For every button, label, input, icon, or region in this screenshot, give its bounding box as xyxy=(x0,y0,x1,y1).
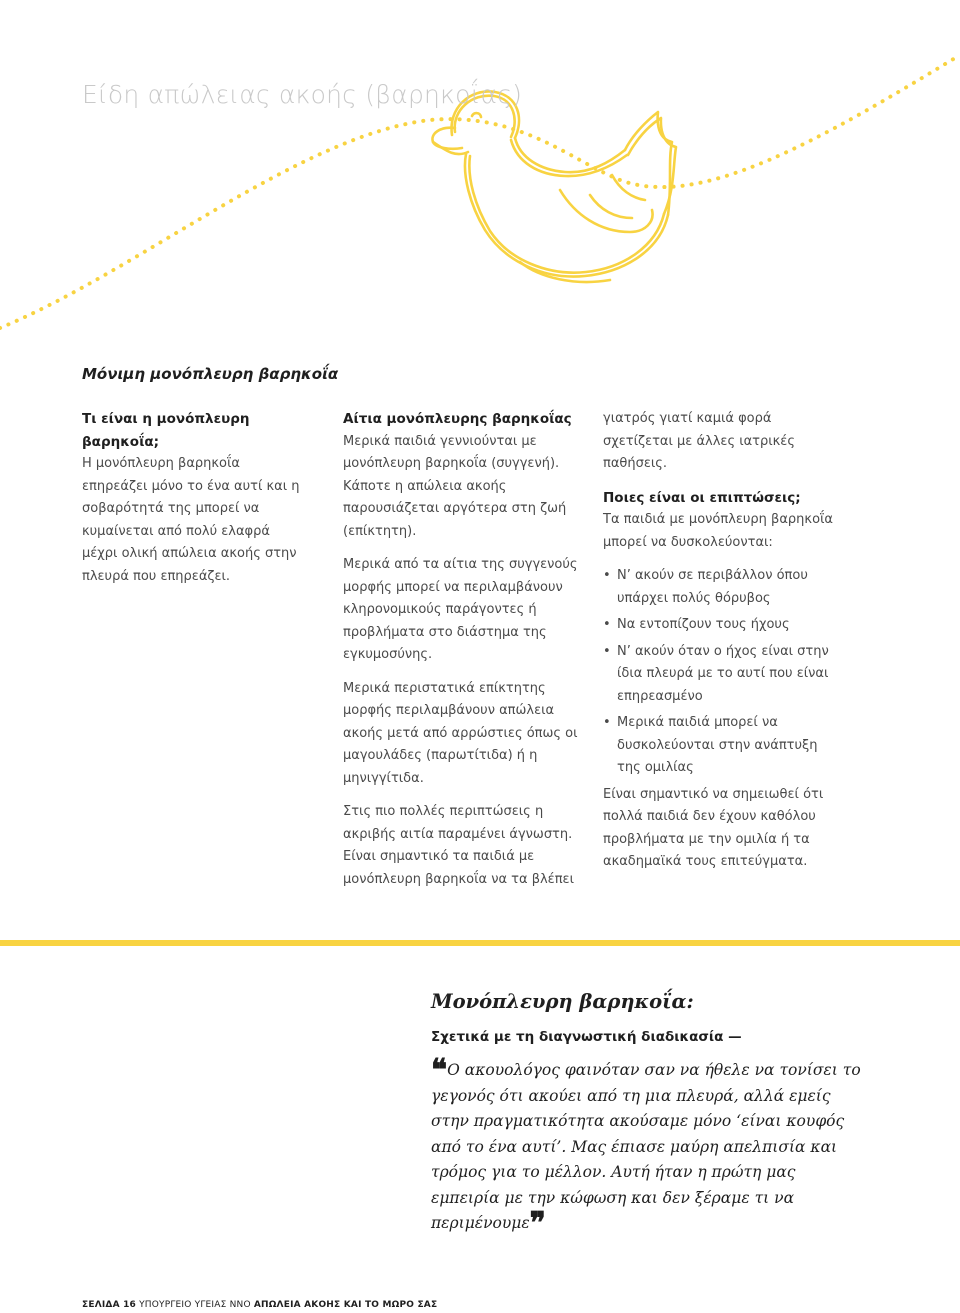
column-causes xyxy=(343,408,583,891)
page-number: ΣΕΛΙΔΑ 16 xyxy=(82,1300,136,1310)
paragraph-congenital: Μερικά παιδιά γεννιούνται με μονόπλευρη βαρηκοΐα (συγγενή). Κάποτε η απώλεια ακοής παρουσιάζεται αργότερα στη ζωή (επίκτητη). xyxy=(343,433,567,539)
effects-list xyxy=(603,565,843,780)
list-item: • Ν’ ακούν όταν ο ήχος είναι στην ίδια πλευρά με το αυτί που είναι επηρεασμένο xyxy=(603,641,843,709)
paragraph-hereditary: Μερικά από τα αίτια της συγγενούς μορφής μπορεί να περιλαμβάνουν κληρονομικούς παράγοντες ή προβλήματα στο διάστημα της εγκυμοσύνης. xyxy=(343,557,578,662)
page-footer xyxy=(82,1300,437,1310)
paragraph-closing: Είναι σημαντικό να σημειωθεί ότι πολλά παιδιά δεν έχουν καθόλου προβλήματα με την ομιλία ή τα ακαδημαϊκά τους επιτεύγματα. xyxy=(603,786,824,869)
paragraph-acquired: Μερικά περιστατικά επίκτητης μορφής περιλαμβάνουν απώλεια ακοής μετά από αρρώστιες όπως οι μαγουλάδες (παρωτίτιδα) ή η μηνιγγίτιδα. xyxy=(343,680,578,786)
quote-subtitle: Σχετικά με τη διαγνωστική διαδικασία — xyxy=(431,1029,742,1045)
quote-text: Ο ακουολόγος φαινόταν σαν να ήθελε να τονίσει το γεγονός ότι ακούει από τη μια πλευρά, αλλά εμείς στην πραγματικότητα ακούσαμε μόνο ‘είναι κουφός από το ένα αυτί’. Μας έπιασε μαύρη απελπισία και τρόμος για το μέλλον. Αυτή ήταν η πρώτη μας εμπειρία με την κώφωση και δεν ξέραμε τι να περιμένουμε xyxy=(431,1061,861,1232)
close-quote-icon: ❞ xyxy=(529,1206,546,1241)
column-what-is xyxy=(82,408,307,588)
paragraph-unknown-cause: Στις πιο πολλές περιπτώσεις η ακριβής αιτία παραμένει άγνωστη. Είναι σημαντικό τα παιδιά με μονόπλευρη βαρηκοΐα να τα βλέπει xyxy=(343,804,574,887)
divider-bar xyxy=(0,940,960,946)
open-quote-icon: ❝ xyxy=(431,1053,448,1088)
list-item: • Να εντοπίζουν τους ήχους xyxy=(603,614,843,637)
footer-ministry: ΥΠΟΥΡΓΕΙΟ ΥΓΕΙΑΣ ΝΝΟ xyxy=(139,1300,251,1310)
list-item: • Μερικά παιδιά μπορεί να δυσκολεύονται στην ανάπτυξη της ομιλίας xyxy=(603,712,843,780)
column-heading: Αίτια μονόπλευρης βαρηκοΐας xyxy=(343,411,572,427)
column-heading: Τι είναι η μονόπλευρη βαρηκοΐα; xyxy=(82,411,250,450)
quote-title: Μονόπλευρη βαρηκοΐα: xyxy=(431,990,694,1013)
footer-doc-title: ΑΠΩΛΕΙΑ ΑΚΟΗΣ ΚΑΙ ΤΟ ΜΩΡΟ ΣΑΣ xyxy=(253,1300,438,1310)
section-heading: Μόνιμη μονόπλευρη βαρηκοΐα xyxy=(82,365,339,383)
decoration-layer xyxy=(0,0,960,330)
paragraph-continuation: γιατρός γιατί καμιά φορά σχετίζεται με άλλες ιατρικές παθήσεις. xyxy=(603,411,795,471)
paragraph-intro: Τα παιδιά με μονόπλευρη βαρηκοΐα μπορεί να δυσκολεύονται: xyxy=(603,512,833,550)
column-heading: Ποιες είναι οι επιπτώσεις; xyxy=(603,489,801,506)
page-title: Είδη απώλειας ακοής (βαρηκοΐας) xyxy=(82,80,523,109)
column-effects xyxy=(603,408,843,874)
testimonial-quote xyxy=(431,1053,861,1241)
list-item: • Ν’ ακούν σε περιβάλλον όπου υπάρχει πολύς θόρυβος xyxy=(603,565,843,610)
column-paragraph: Η μονόπλευρη βαρηκοΐα επηρεάζει μόνο το ένα αυτί και η σοβαρότητά της μπορεί να κυμαίνεται από πολύ ελαφρά μέχρι ολική απώλεια ακοής στην πλευρά που επηρεάζει. xyxy=(82,456,300,584)
